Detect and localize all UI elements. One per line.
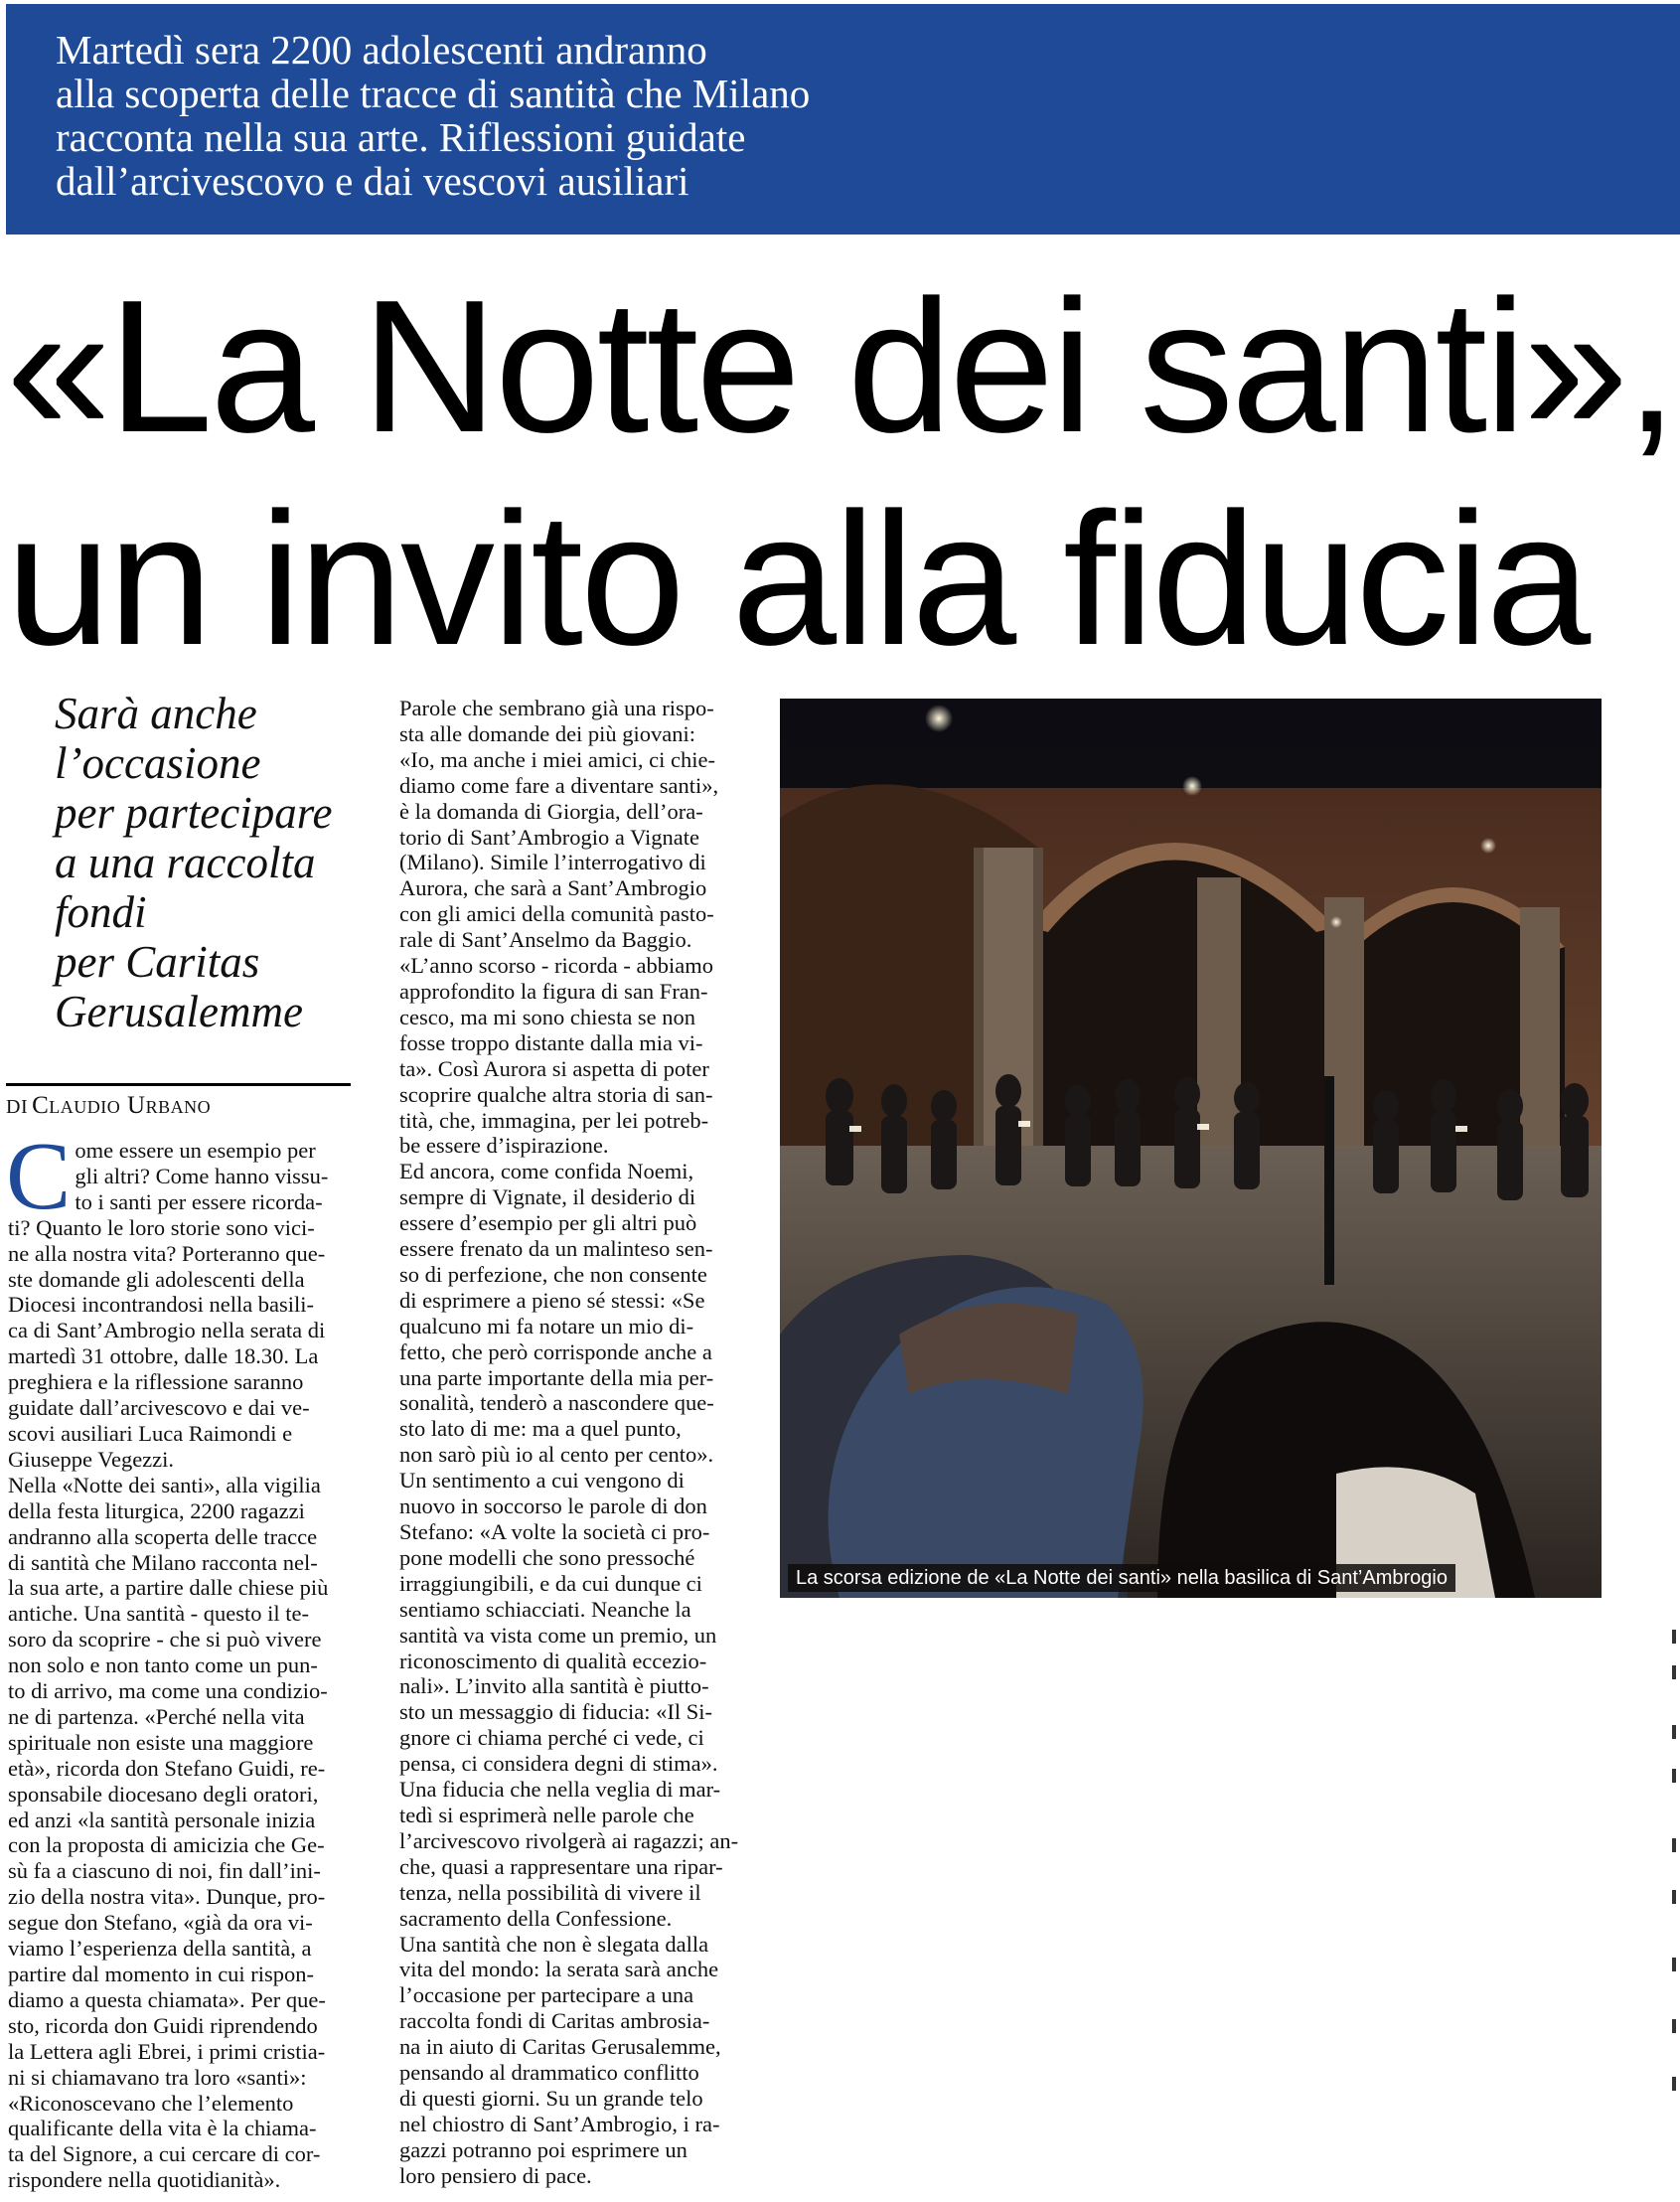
kicker-text: Martedì sera 2200 adolescenti andranno alla scoperta delle tracce di santità che Milano racconta nella sua arte. Riflessioni guidate dall’arcivescovo e dai vescovi ausiliari xyxy=(56,27,811,204)
subhead: Sarà anche l’occasione per partecipare a una raccolta fondi per Caritas Gerusalemme xyxy=(55,689,333,1036)
cloister-night-photo xyxy=(780,699,1602,1598)
drop-cap: C xyxy=(6,1123,72,1230)
headline: «La Notte dei santi», un invito alla fiducia xyxy=(6,261,1675,685)
byline-rule xyxy=(6,1083,351,1086)
byline-prefix: DI xyxy=(6,1096,29,1118)
kicker-banner xyxy=(6,4,1680,235)
adjacent-column-edge xyxy=(1670,1630,1680,2107)
article-photo xyxy=(780,699,1602,1598)
byline-author: Claudio Urbano xyxy=(32,1092,212,1119)
byline xyxy=(6,1092,211,1120)
body-column-2: Parole che sembrano già una rispo- sta alle domande dei più giovani: «Io, ma anche i miei amici, ci chie- diamo come fare a diventare santi», è la domanda di Giorgia, dell’ora- torio di Sant’Ambrogio a Vignate (Milano). Simile l’interrogativo di Aurora, che sarà a Sant’Ambrogio con gli amici della comunità pasto- rale di Sant’Anselmo da Baggio. «L’anno scorso - ricorda - abbiamo approfondito la figura di san Fran- cesco, ma mi sono chiesta se non fosse troppo distante dalla mia vi- ta». Così Aurora si aspetta di poter scoprire qualche altra storia di san- tità, che, immagina, per lei potreb- be essere d’ispirazione. Ed ancora, come confida Noemi, sempre di Vignate, il desiderio di essere d’esempio per gli altri può essere frenato da un malinteso sen- so di perfezione, che non consente di esprimere a pieno sé stessi: «Se qualcuno mi fa notare un mio di- fetto, che però corrisponde anche a una parte importante della mia per- sonalità, tenderò a nascondere que- sto lato di me: ma a quel punto, non sarò più io al cento per cento». Un sentimento a cui vengono di nuovo in soccorso le parole di don Stefano: «A volte la società ci pro- pone modelli che sono pressoché irraggiungibili, e da cui dunque ci sentiamo schiacciati. Neanche la santità va vista come un premio, un riconoscimento di qualità eccezio- nali». L’invito alla santità è piutto- sto un messaggio di fiducia: «Il Si- gnore ci chiama perché ci vede, ci pensa, ci considera degni di stima». Una fiducia che nella veglia di mar- tedì si esprimerà nelle parole che l’arcivescovo rivolgerà ai ragazzi; an- che, quasi a rappresentare una ripar- tenza, nella possibilità di vivere il sacramento della Confessione. Una santità che non è slegata dalla vita del mondo: la serata sarà anche l’occasione per partecipare a una raccolta fondi di Caritas ambrosia- na in aiuto di Caritas Gerusalemme, pensando al drammatico conflitto di questi giorni. Su un grande telo nel chiostro di Sant’Ambrogio, i ra- gazzi potranno poi esprimere un loro pensiero di pace. xyxy=(399,696,739,2188)
body-column-1-text: ome essere un esempio per gli altri? Come hanno vissu- to i santi per essere ricorda- ti? Quanto le loro storie sono vici- ne alla nostra vita? Porteranno que- ste domande gli adolescenti della Diocesi incontrandosi nella basili- ca di Sant’Ambrogio nella serata di martedì 31 ottobre, dalle 18.30. La preghiera e la riflessione saranno guidate dall’arcivescovo e dai ve- scovi ausiliari Luca Raimondi e Giuseppe Vegezzi. Nella «Notte dei santi», alla vigilia della festa liturgica, 2200 ragazzi andranno alla scoperta delle tracce di santità che Milano racconta nel- la sua arte, a partire dalle chiese più antiche. Una santità - questo il te- soro da scoprire - che si può vivere non solo e non tanto come un pun- to di arrivo, ma come una condizio- ne di partenza. «Perché nella vita spirituale non esiste una maggiore età», ricorda don Stefano Guidi, re- sponsabile diocesano degli oratori, ed anzi «la santità personale inizia con la proposta di amicizia che Ge- sù fa a ciascuno di noi, fin dall’ini- zio della nostra vita». Dunque, pro- segue don Stefano, «già da ora vi- viamo l’esperienza della santità, a partire dal momento in cui rispon- diamo a questa chiamata». Per que- sto, ricorda don Guidi riprendendo la Lettera agli Ebrei, i primi cristia- ni si chiamavano tra loro «santi»: «Riconoscevano che l’elemento qualificante della vita è la chiama- ta del Signore, a cui cercare di cor- rispondere nella quotidianità». xyxy=(8,1138,329,2193)
body-column-1 xyxy=(6,1123,352,2193)
photo-caption: La scorsa edizione de «La Notte dei santi» nella basilica di Sant’Ambrogio xyxy=(788,1564,1455,1592)
